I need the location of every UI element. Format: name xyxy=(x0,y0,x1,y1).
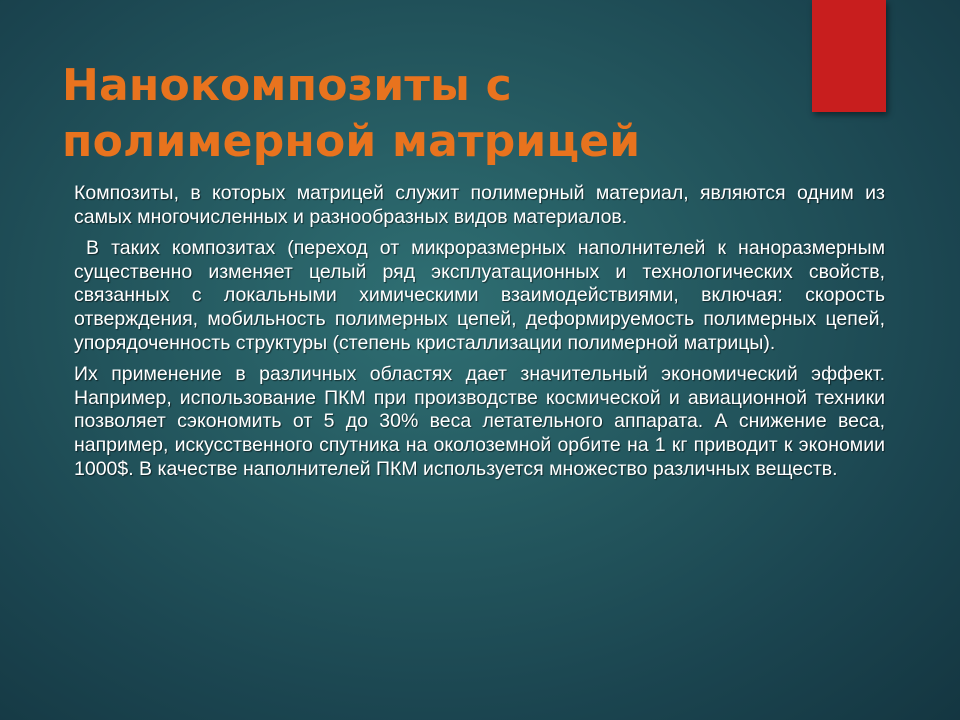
body-paragraph-1: Композиты, в которых матрицей служит полимерный материал, являются одним из самых многочисленных и разнообразных видов материалов. xyxy=(74,182,885,228)
body-paragraph-3: Их применение в различных областях дает значительный экономический эффект. Например, использование ПКМ при производстве космической и авиационной техники позволяет сэкономить от 5 до 30% веса летательного аппарата. А снижение веса, например, искусственного спутника на околоземной орбите на 1 кг приводит к экономии 1000$. В качестве наполнителей ПКМ используется множество различных веществ. xyxy=(74,363,885,480)
slide-body xyxy=(74,182,891,489)
slide-title-line-2: полимерной матрицей xyxy=(62,116,641,167)
body-paragraph-2: В таких композитах (переход от микроразмерных наполнителей к наноразмерным существенно изменяет целый ряд эксплуатационных и технологических свойств, связанных с локальными химическими взаимодействиями, включая: скорость отверждения, мобильность полимерных цепей, деформируемость полимерных цепей, упорядоченность структуры (степень кристаллизации полимерной матрицы). xyxy=(74,237,891,354)
slide-title xyxy=(62,58,802,170)
accent-bar xyxy=(812,0,886,112)
slide-title-line-1: Нанокомпозиты с xyxy=(62,60,512,111)
